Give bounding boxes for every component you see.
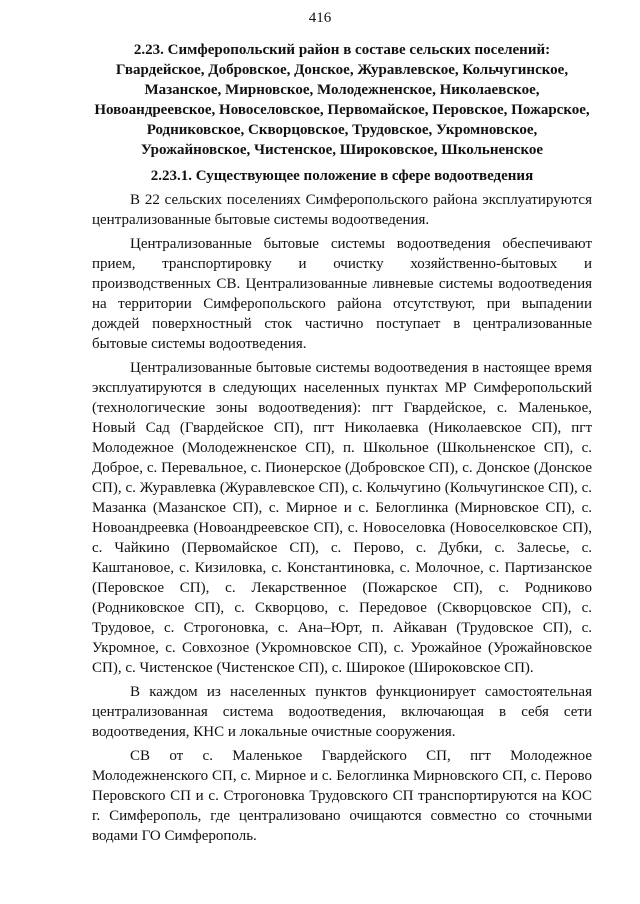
paragraph-5: СВ от с. Маленькое Гвардейского СП, пгт Молодежное Молодежненского СП, с. Мирное и с. Белоглинка Мирновского СП, с. Перово Перовского СП и с. Строгоновка Трудовского СП транспортируются на КОС г. Симферополь, где централизовано очищаются совместно со сточными водами ГО Симферополь.: [92, 748, 592, 844]
paragraph-1: В 22 сельских поселениях Симферопольского района эксплуатируются централизованные бытовые системы водоотведения.: [92, 192, 592, 228]
document-content: [92, 40, 592, 850]
paragraph-3: Централизованные бытовые системы водоотведения в настоящее время эксплуатируются в следующих населенных пунктах МР Симферопольский (технологические зоны водоотведения): пгт Гвардейское, с. Маленькое, Новый Сад (Гвардейское СП), пгт Николаевка (Николаевское СП), пгт Молодежное (Молодежненское СП), п. Школьное (Школьненское СП), с. Доброе, с. Перевальное, с. Пионерское (Добровское СП), с. Донское (Донское СП), с. Журавлевка (Журавлевское СП), с. Кольчугино (Кольчугинское СП), с. Мазанка (Мазанское СП), с. Мирное и с. Белоглинка (Мирновское СП), с. Новоандреевка (Новоандреевское СП), с. Новоселовка (Новоселковское СП), с. Чайкино (Первомайское СП), с. Перово, с. Дубки, с. Залесье, с. Каштановое, с. Кизиловка, с. Константиновка, с. Молочное, с. Партизанское (Перовское СП), с. Лекарственное (Пожарское СП), с. Родниково (Родниковское СП), с. Скворцово, с. Передовое (Скворцовское СП), с. Трудовое, с. Строгоновка, с. Ана–Юрт, п. Айкаван (Трудовское СП), с. Укромное, с. Совхозное (Укромновское СП), с. Урожайное (Урожайновское СП), с. Чистенское (Чистенское СП), с. Широкое (Широковское СП).: [92, 360, 592, 676]
page-number: 416: [308, 10, 332, 26]
subsection-title: 2.23.1. Существующее положение в сфере водоотведения: [150, 168, 534, 184]
section-title: 2.23. Симферопольский район в составе сельских поселений: Гвардейское, Добровское, Донское, Журавлевское, Кольчугинское, Мазанское, Мирновское, Молодежненское, Николаевское, Новоандреевское, Новоселовское, Первомайское, Перовское, Пожарское, Родниковское, Скворцовское, Трудовское, Укромновское, Урожайновское, Чистенское, Широковское, Школьненское: [94, 42, 590, 158]
paragraph-4: В каждом из населенных пунктов функционирует самостоятельная централизованная система водоотведения, включающая в себя сети водоотведения, КНС и локальные очистные сооружения.: [92, 684, 592, 740]
paragraph-2: Централизованные бытовые системы водоотведения обеспечивают прием, транспортировку и очистку хозяйственно-бытовых и производственных СВ. Централизованные ливневые системы водоотведения на территории Симферопольского района отсутствуют, при выпадении дождей поверхностный сток частично поступает в централизованные бытовые системы водоотведения.: [92, 236, 592, 352]
